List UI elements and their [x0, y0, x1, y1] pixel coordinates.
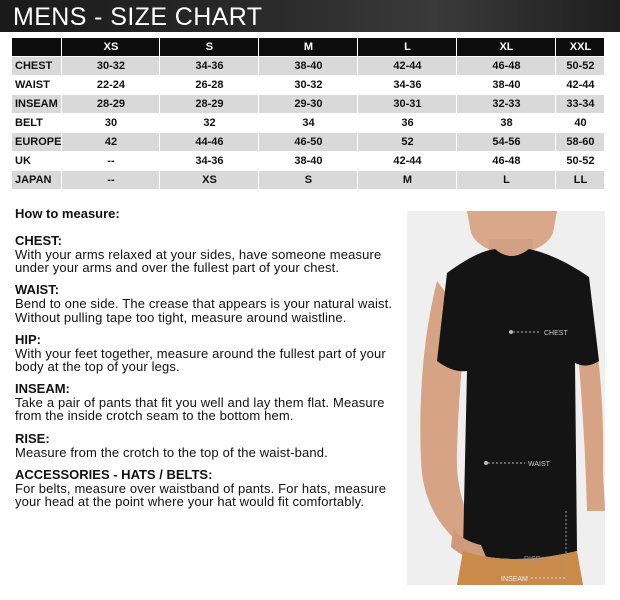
size-header: XL — [457, 38, 556, 57]
section-body: Take a pair of pants that fit you well and lay them flat. Measure from the inside crotch seam to the bottom hem. — [15, 395, 385, 424]
model-photo — [407, 211, 605, 585]
measure-section-chest — [15, 234, 395, 274]
table-header-row — [12, 38, 605, 57]
measure-heading: How to measure: — [15, 206, 120, 221]
table-cell: 42-44 — [358, 152, 457, 171]
table-cell: 30-32 — [62, 57, 160, 76]
section-body: With your feet together, measure around the fullest part of your body at the top of your legs. — [15, 345, 386, 375]
table-row — [12, 171, 605, 190]
table-cell: 42-44 — [358, 57, 457, 76]
table-cell: 30 — [62, 114, 160, 133]
section-title: HIP: — [15, 331, 41, 347]
table-cell: 32 — [160, 114, 259, 133]
table-row — [12, 95, 605, 114]
table-cell: 30-31 — [358, 95, 457, 114]
table-cell: 34-36 — [160, 57, 259, 76]
table-cell: 54-56 — [457, 133, 556, 152]
table-cell: 42 — [62, 133, 160, 152]
chest-label: CHEST — [544, 330, 568, 337]
size-header: S — [160, 38, 259, 57]
table-cell: 50-52 — [556, 57, 605, 76]
row-label: UK — [12, 152, 62, 171]
row-label: EUROPE — [12, 133, 62, 152]
table-corner-cell — [12, 38, 62, 57]
inseam-label: INSEAM — [501, 576, 528, 583]
section-title: CHEST: — [15, 233, 62, 248]
section-body: For belts, measure over waistband of pants. For hats, measure your head at the point where your hat would fit comfortably. — [15, 480, 387, 510]
table-cell: 28-29 — [160, 95, 259, 114]
measure-section-accessories — [15, 468, 395, 508]
table-cell: LL — [556, 171, 605, 190]
table-row — [12, 76, 605, 95]
how-to-measure — [15, 206, 395, 517]
size-header: XS — [62, 38, 160, 57]
table-cell: 38 — [457, 114, 556, 133]
section-body: Bend to one side. The crease that appears is your natural waist. Without pulling tape too tight, measure around waistline. — [15, 296, 393, 325]
size-header: L — [358, 38, 457, 57]
row-label: CHEST — [12, 57, 62, 76]
row-label: INSEAM — [12, 95, 62, 114]
size-header: XXL — [556, 38, 605, 57]
table-cell: -- — [62, 171, 160, 190]
section-body: Measure from the crotch to the top of the waist-band. — [15, 444, 328, 460]
table-cell: XS — [160, 171, 259, 190]
table-cell: 22-24 — [62, 76, 160, 95]
table-cell: S — [259, 171, 358, 190]
table-cell: -- — [62, 152, 160, 171]
row-label: JAPAN — [12, 171, 62, 190]
title-banner — [0, 0, 620, 32]
table-cell: 38-40 — [259, 152, 358, 171]
row-label: WAIST — [12, 76, 62, 95]
table-cell: 44-46 — [160, 133, 259, 152]
measure-section-hip — [15, 333, 395, 373]
table-row — [12, 152, 605, 171]
measure-section-inseam — [15, 382, 395, 422]
section-title: ACCESSORIES - HATS / BELTS: — [15, 466, 213, 482]
measure-section-rise — [15, 432, 395, 459]
section-title: WAIST: — [15, 282, 60, 298]
section-title: RISE: — [15, 430, 50, 446]
measure-section-waist — [15, 283, 395, 323]
table-cell: 36 — [358, 114, 457, 133]
table-cell: 58-60 — [556, 133, 605, 152]
table-cell: 52 — [358, 133, 457, 152]
table-cell: L — [457, 171, 556, 190]
table-cell: 34-36 — [358, 76, 457, 95]
table-cell: 32-33 — [457, 95, 556, 114]
table-cell: 26-28 — [160, 76, 259, 95]
waist-marker — [484, 461, 488, 465]
waist-label: WAIST — [528, 461, 550, 468]
table-cell: 50-52 — [556, 152, 605, 171]
table-cell: 33-34 — [556, 95, 605, 114]
model-illustration — [407, 211, 605, 585]
table-cell: 38-40 — [259, 57, 358, 76]
size-chart-table — [11, 37, 605, 190]
section-title: INSEAM: — [15, 381, 70, 397]
table-cell: 34 — [259, 114, 358, 133]
table-cell: 46-48 — [457, 57, 556, 76]
table-cell: 46-48 — [457, 152, 556, 171]
table-cell: 28-29 — [62, 95, 160, 114]
size-header: M — [259, 38, 358, 57]
table-cell: 29-30 — [259, 95, 358, 114]
table-cell: 38-40 — [457, 76, 556, 95]
table-cell: 42-44 — [556, 76, 605, 95]
section-body: With your arms relaxed at your sides, have someone measure under your arms and over the fullest part of your chest. — [15, 247, 382, 276]
rise-label: RISE — [524, 556, 541, 563]
table-row — [12, 57, 605, 76]
row-label: BELT — [12, 114, 62, 133]
table-cell: 40 — [556, 114, 605, 133]
table-cell: 34-36 — [160, 152, 259, 171]
table-row — [12, 133, 605, 152]
table-cell: M — [358, 171, 457, 190]
table-row — [12, 114, 605, 133]
chest-marker — [509, 330, 513, 334]
page-title: MENS - SIZE CHART — [13, 3, 263, 31]
table-cell: 30-32 — [259, 76, 358, 95]
table-cell: 46-50 — [259, 133, 358, 152]
